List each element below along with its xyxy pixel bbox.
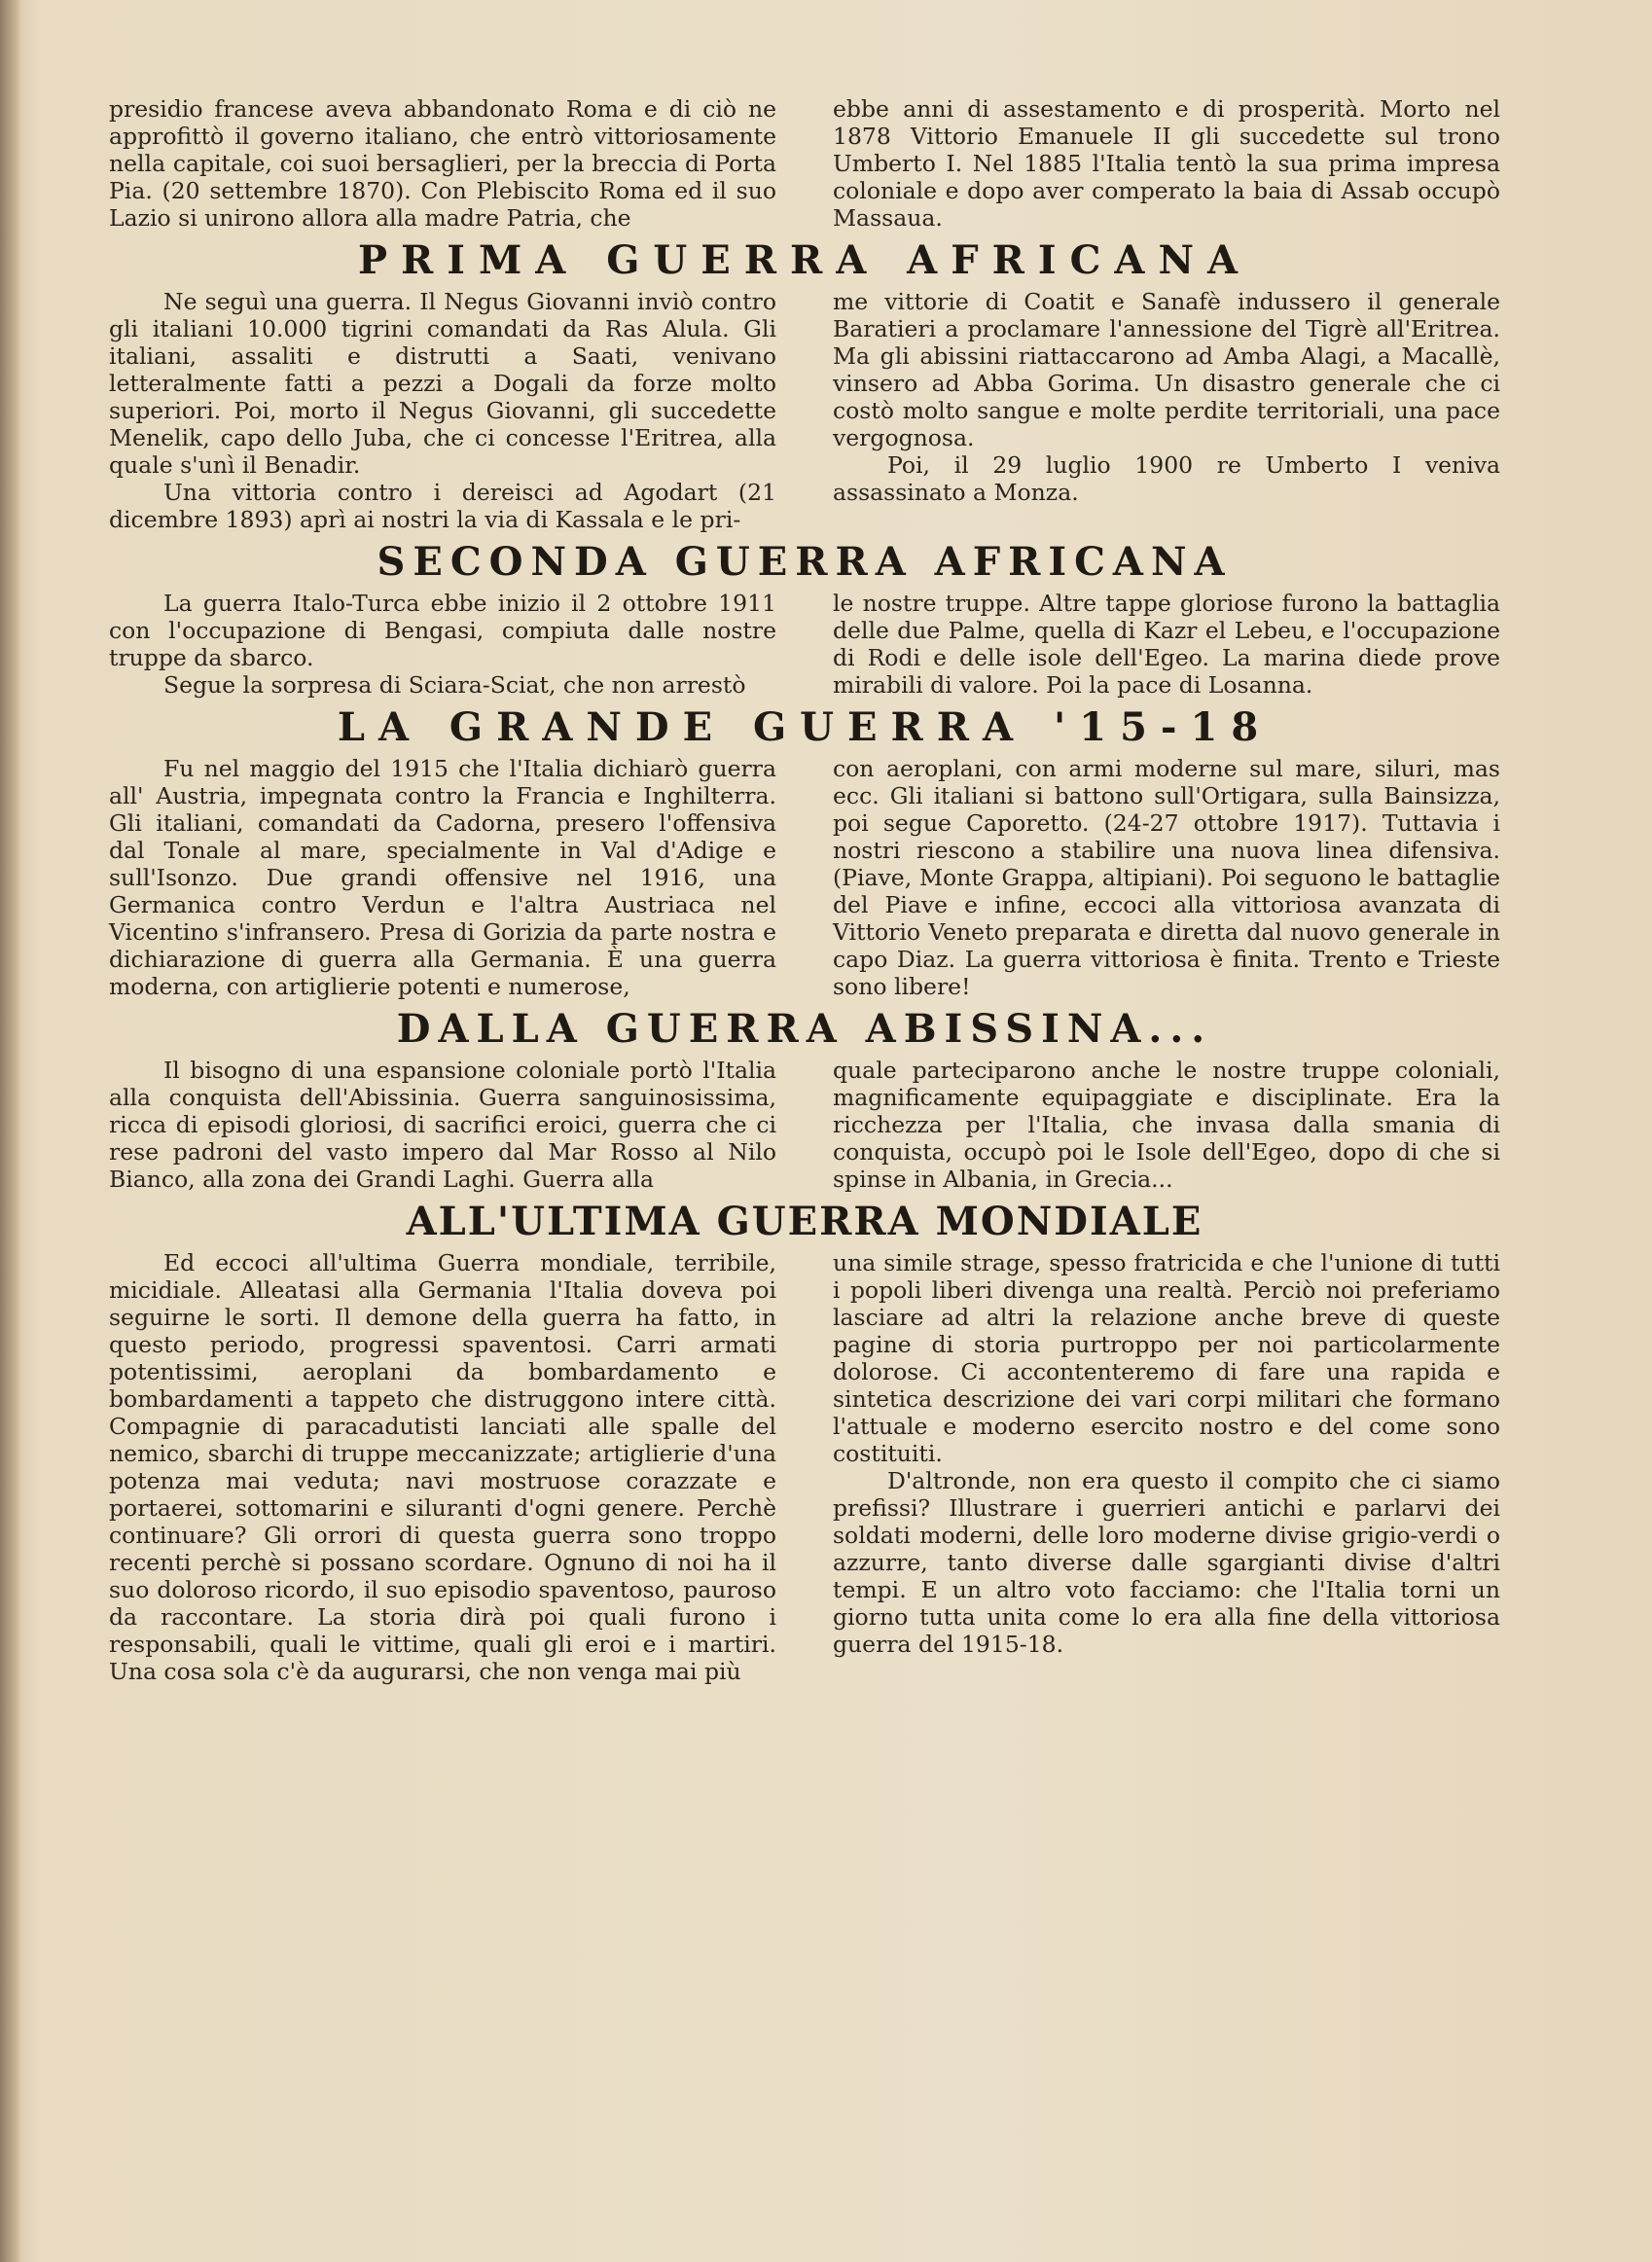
paragraph: le nostre truppe. Altre tappe gloriose furono la battaglia delle due Palme, quella di Kazr el Lebeu, e l'occupazione di Rodi e delle isole dell'Egeo. La marina diede prove mirabili di valore. Poi la pace di Losanna.: [833, 590, 1500, 699]
right-column: [833, 1249, 1500, 1685]
two-column-text: [109, 288, 1500, 533]
paragraph: Fu nel maggio del 1915 che l'Italia dichiarò guerra all' Austria, impegnata contro la Francia e Inghilterra. Gli italiani, comandati da Cadorna, presero l'offensiva dal Tonale al mare, specialmente in Val d'Adige e sull'Isonzo. Due grandi offensive nel 1916, una Germanica contro Verdun e l'altra Austriaca nel Vicentino s'infransero. Presa di Gorizia da parte nostra e dichiarazione di guerra alla Germania. È una guerra moderna, con artiglierie potenti e numerose,: [109, 755, 776, 1000]
section-heading: ALL'ULTIMA GUERRA MONDIALE: [406, 1199, 1203, 1244]
right-column: [833, 1057, 1500, 1193]
paragraph: Ed eccoci all'ultima Guerra mondiale, terribile, micidiale. Alleatasi alla Germania l'Italia doveva poi seguirne le sorti. Il demone della guerra ha fatto, in questo periodo, progressi spaventosi. Carri armati potentissimi, aeroplani da bombardamento e bombardamenti a tappeto che distruggono intere città. Compagnie di paracadutisti lanciati alle spalle del nemico, sbarchi di truppe meccanizzate; artiglierie d'una potenza mai veduta; navi mostruose corazzate e portaerei, sottomarini e siluranti d'ogni genere. Perchè continuare? Gli orrori di questa guerra sono troppo recenti perchè si possano scordare. Ognuno di noi ha il suo doloroso ricordo, il suo episodio spaventoso, pauroso da raccontare. La storia dirà poi quali furono i responsabili, quali le vittime, quali gli eroi e i martiri. Una cosa sola c'è da augurarsi, che non venga mai più: [109, 1249, 776, 1685]
left-column: [109, 1057, 776, 1193]
paragraph: ebbe anni di assestamento e di prosperità. Morto nel 1878 Vittorio Emanuele II gli succedette sul trono Umberto I. Nel 1885 l'Italia tentò la sua prima impresa coloniale e dopo aver comperato la baia di Assab occupò Massaua.: [833, 95, 1500, 232]
right-column: [833, 95, 1500, 232]
two-column-text: [109, 95, 1500, 232]
section-heading: SECONDA GUERRA AFRICANA: [377, 539, 1233, 585]
page-content: [109, 95, 1500, 1689]
section-heading: PRIMA GUERRA AFRICANA: [357, 237, 1252, 283]
paragraph: presidio francese aveva abbandonato Roma e di ciò ne approfittò il governo italiano, che entrò vittoriosamente nella capitale, coi suoi bersaglieri, per la breccia di Porta Pia. (20 settembre 1870). Con Plebiscito Roma ed il suo Lazio si unirono allora alla madre Patria, che: [109, 95, 776, 232]
left-column: [109, 755, 776, 1000]
paragraph: Il bisogno di una espansione coloniale portò l'Italia alla conquista dell'Abissinia. Guerra sanguinosissima, ricca di episodi gloriosi, di sacrifici eroici, guerra che ci rese padroni del vasto impero dal Mar Rosso al Nilo Bianco, alla zona dei Grandi Laghi. Guerra alla: [109, 1057, 776, 1193]
left-column: [109, 590, 776, 699]
section-heading: LA GRANDE GUERRA '15-18: [337, 704, 1273, 750]
page-spine-shadow: [0, 0, 21, 2262]
section: [109, 1006, 1500, 1193]
right-column: [833, 590, 1500, 699]
left-column: [109, 1249, 776, 1685]
two-column-text: [109, 755, 1500, 1000]
paragraph: una simile strage, spesso fratricida e che l'unione di tutti i popoli liberi divenga una realtà. Perciò noi preferiamo lasciare ad altri la relazione anche breve di queste pagine di storia purtroppo per noi particolarmente dolorose. Ci accontenteremo di fare una rapida e sintetica descrizione dei vari corpi militari che formano l'attuale e moderno esercito nostro e del come sono costituiti.: [833, 1249, 1500, 1467]
left-column: [109, 288, 776, 533]
right-column: [833, 288, 1500, 533]
section-heading: DALLA GUERRA ABISSINA...: [396, 1006, 1213, 1052]
paragraph: Poi, il 29 luglio 1900 re Umberto I veniva assassinato a Monza.: [833, 451, 1500, 506]
paragraph: quale parteciparono anche le nostre truppe coloniali, magnificamente equipaggiate e disciplinate. Era la ricchezza per l'Italia, che invasa dalla smania di conquista, occupò poi le Isole dell'Egeo, dopo di che si spinse in Albania, in Grecia...: [833, 1057, 1500, 1193]
paragraph: Ne seguì una guerra. Il Negus Giovanni inviò contro gli italiani 10.000 tigrini comandati da Ras Alula. Gli italiani, assaliti e distrutti a Saati, venivano letteralmente fatti a pezzi a Dogali da forze molto superiori. Poi, morto il Negus Giovanni, gli succedette Menelik, capo dello Juba, che ci concesse l'Eritrea, alla quale s'unì il Benadir.: [109, 288, 776, 479]
paragraph: D'altronde, non era questo il compito che ci siamo prefissi? Illustrare i guerrieri antichi e parlarvi dei soldati moderni, delle loro moderne divise grigio-verdi o azzurre, tanto diverse dalle sgargianti divise d'altri tempi. E un altro voto facciamo: che l'Italia torni un giorno tutta unita come lo era alla fine della vittoriosa guerra del 1915-18.: [833, 1467, 1500, 1658]
section: [109, 539, 1500, 699]
paragraph: Segue la sorpresa di Sciara-Sciat, che non arrestò: [163, 671, 746, 699]
two-column-text: [109, 1057, 1500, 1193]
paragraph: La guerra Italo-Turca ebbe inizio il 2 ottobre 1911 con l'occupazione di Bengasi, compiuta dalle nostre truppe da sbarco.: [109, 590, 776, 671]
left-column: [109, 95, 776, 232]
two-column-text: [109, 590, 1500, 699]
paragraph: con aeroplani, con armi moderne sul mare, siluri, mas ecc. Gli italiani si battono sull'Ortigara, sulla Bainsizza, poi segue Caporetto. (24-27 ottobre 1917). Tuttavia i nostri riescono a stabilire una nuova linea difensiva. (Piave, Monte Grappa, altipiani). Poi seguono le battaglie del Piave e infine, eccoci alla vittoriosa avanzata di Vittorio Veneto preparata e diretta dal nuovo generale in capo Diaz. La guerra vittoriosa è finita. Trento e Trieste sono libere!: [833, 755, 1500, 1000]
paragraph: me vittorie di Coatit e Sanafè indussero il generale Baratieri a proclamare l'annessione del Tigrè all'Eritrea. Ma gli abissini riattaccarono ad Amba Alagi, a Macallè, vinsero ad Abba Gorima. Un disastro generale che ci costò molto sangue e molte perdite territoriali, una pace vergognosa.: [833, 288, 1500, 451]
right-column: [833, 755, 1500, 1000]
section: [109, 237, 1500, 533]
paragraph: Una vittoria contro i dereisci ad Agodart (21 dicembre 1893) aprì ai nostri la via di Kassala e le pri-: [109, 479, 776, 533]
two-column-text: [109, 1249, 1500, 1685]
section: [109, 1199, 1500, 1685]
section: [109, 704, 1500, 1000]
